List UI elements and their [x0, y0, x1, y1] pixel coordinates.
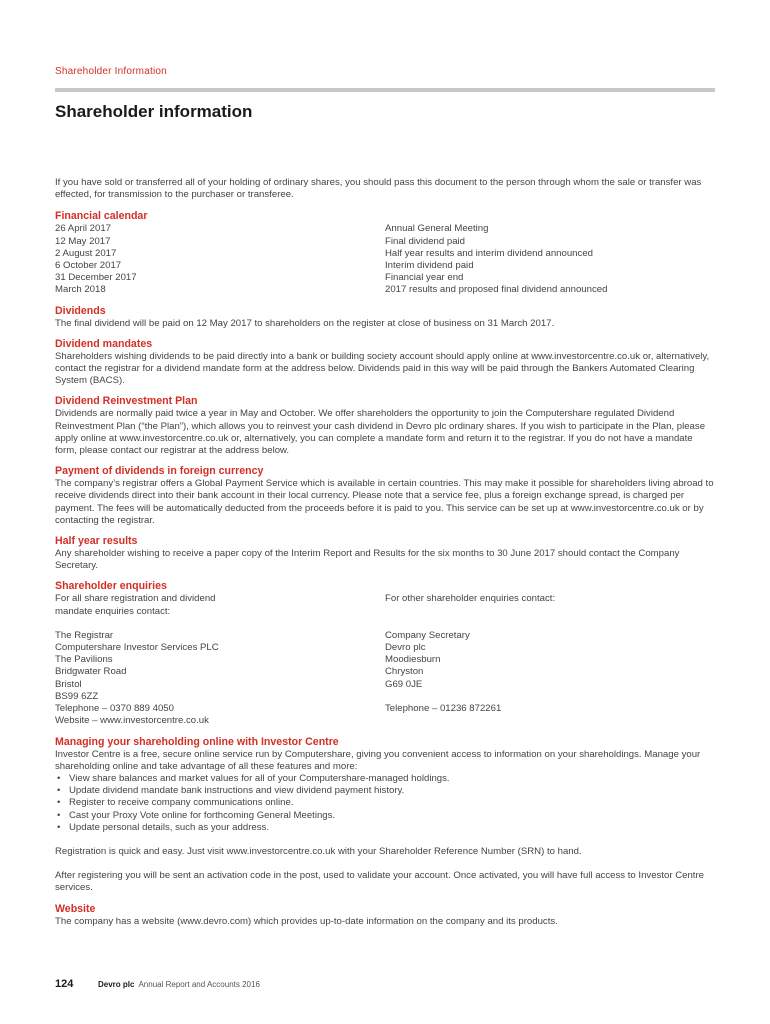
calendar-event: Annual General Meeting	[385, 223, 489, 235]
registrar-intro-line: mandate enquiries contact:	[55, 605, 171, 617]
header-rule	[55, 88, 715, 92]
company-address-line: Devro plc	[385, 642, 426, 654]
registrar-address-line: BS99 6ZZ	[55, 690, 99, 702]
calendar-date: 26 April 2017	[55, 223, 112, 235]
registrar-address-line: Bristol	[55, 678, 82, 690]
calendar-row	[55, 284, 717, 296]
registrar-address-line: The Registrar	[55, 629, 114, 641]
calendar-date: 2 August 2017	[55, 247, 117, 259]
registration-paragraph: Registration is quick and easy. Just visit www.investorcentre.co.uk with your Shareholder Reference Number (SRN) to hand.	[55, 845, 582, 857]
running-header: Shareholder Information	[55, 66, 167, 77]
page-number: 124	[55, 978, 74, 990]
foreign-currency-section	[55, 465, 717, 527]
dividends-text: The final dividend will be paid on 12 May 2017 to shareholders on the register at close of business on 31 March 2017.	[55, 317, 555, 329]
activation-paragraph: After registering you will be sent an activation code in the post, used to validate your account. Once activated, you will have full access to Investor Centre services.	[55, 870, 704, 894]
registrar-address-line: Computershare Investor Services PLC	[55, 642, 219, 654]
financial-calendar-heading: Financial calendar	[55, 210, 148, 223]
calendar-event: 2017 results and proposed final dividend announced	[385, 284, 608, 296]
company-address-line: Company Secretary	[385, 629, 470, 641]
page-title: Shareholder information	[55, 102, 253, 121]
company-secretary-intro: For other shareholder enquiries contact:	[385, 593, 556, 605]
registrar-intro-line: For all share registration and dividend	[55, 593, 216, 605]
half-year-text: Any shareholder wishing to receive a paper copy of the Interim Report and Results for the six months to 30 June 2017 should contact the Company Secretary.	[55, 548, 680, 572]
website-text: The company has a website (www.devro.com) which provides up-to-date information on the company and its products.	[55, 915, 558, 927]
registrar-column	[55, 593, 385, 727]
list-item: • View share balances and market values for all of your Computershare-managed holdings.	[55, 773, 717, 785]
drip-section	[55, 395, 717, 457]
enquiries-columns	[55, 593, 717, 727]
investor-centre-feature-list	[55, 773, 717, 834]
financial-calendar-section	[55, 210, 717, 296]
foreign-currency-heading: Payment of dividends in foreign currency	[55, 465, 264, 478]
calendar-date: March 2018	[55, 284, 106, 296]
list-item: • Cast your Proxy Vote online for forthcoming General Meetings.	[55, 810, 717, 822]
calendar-event: Half year results and interim dividend announced	[385, 247, 593, 259]
dividend-mandates-section	[55, 338, 717, 388]
half-year-section	[55, 535, 717, 572]
registrar-telephone: Telephone – 0370 889 4050	[55, 703, 174, 715]
calendar-date: 6 October 2017	[55, 260, 122, 272]
intro-paragraph: If you have sold or transferred all of your holding of ordinary shares, you should pass this document to the person through whom the sale or transfer was effected, for transmission to the purchaser or transferee.	[55, 177, 702, 201]
investor-centre-intro: Investor Centre is a free, secure online service run by Computershare, giving you convenient access to information on your shareholdings. Manage your shareholding online and take advantage of all these features and more:	[55, 748, 701, 772]
list-item: • Update personal details, such as your address.	[55, 822, 717, 834]
company-telephone: Telephone – 01236 872261	[385, 703, 502, 715]
dividend-mandates-heading: Dividend mandates	[55, 337, 153, 350]
company-address-line: Moodiesburn	[385, 654, 441, 666]
calendar-row	[55, 260, 717, 272]
calendar-date: 31 December 2017	[55, 272, 137, 284]
list-item: • Update dividend mandate bank instructions and view dividend payment history.	[55, 785, 717, 797]
calendar-event: Final dividend paid	[385, 235, 466, 247]
registrar-address-line: Bridgwater Road	[55, 666, 127, 678]
dividends-section	[55, 305, 717, 330]
calendar-row	[55, 223, 717, 235]
enquiries-heading: Shareholder enquiries	[55, 580, 167, 593]
calendar-event: Interim dividend paid	[385, 260, 474, 272]
registrar-website: Website – www.investorcentre.co.uk	[55, 715, 209, 727]
dividend-mandates-text: Shareholders wishing dividends to be paid directly into a bank or building society account should apply online at www.investorcentre.co.uk or, alternatively, contact the registrar for a dividend mandate form at the address below. Dividends paid in this way will be paid through the Bankers Automated Clearing System (BACS).	[55, 350, 710, 387]
half-year-heading: Half year results	[55, 535, 138, 548]
website-section	[55, 903, 717, 928]
footer-company: Devro plc	[98, 980, 135, 989]
page-footer	[55, 978, 260, 990]
calendar-date: 12 May 2017	[55, 235, 111, 247]
enquiries-section	[55, 580, 717, 727]
investor-centre-heading: Managing your shareholding online with Investor Centre	[55, 735, 339, 748]
calendar-event: Financial year end	[385, 272, 464, 284]
company-address-line: Chryston	[385, 666, 424, 678]
dividends-heading: Dividends	[55, 304, 106, 317]
investor-centre-section	[55, 736, 717, 895]
company-secretary-column	[385, 593, 717, 727]
company-address-line: G69 0JE	[385, 678, 423, 690]
calendar-row	[55, 248, 717, 260]
drip-heading: Dividend Reinvestment Plan	[55, 395, 198, 408]
calendar-row	[55, 236, 717, 248]
foreign-currency-text: The company’s registrar offers a Global Payment Service which is available in certain countries. This may make it possible for shareholders living abroad to receive dividends direct into their bank account in their local currency. Please note that a service fee, plus a foreign exchange spread, is charged per payment. The fees will be automatically deducted from the proceeds before it is paid to you. This service can be set up at www.investorcentre.co.uk or by contacting the registrar.	[55, 478, 714, 526]
footer-report-title: Annual Report and Accounts 2016	[138, 980, 260, 989]
drip-text: Dividends are normally paid twice a year in May and October. We offer shareholders the opportunity to join the Computershare regulated Dividend Reinvestment Plan (“the Plan”), which allows you to reinvest your cash dividend in Devro plc ordinary shares. If you wish to participate in the Plan, please apply online at www.investorcentre.co.uk or, alternatively, you can complete a mandate form and return it to the registrar. If you do not have a mandate form, please contact our registrar at the address below.	[55, 408, 706, 457]
website-heading: Website	[55, 902, 96, 915]
registrar-address-line: The Pavilions	[55, 654, 113, 666]
list-item: • Register to receive company communications online.	[55, 797, 717, 809]
calendar-row	[55, 272, 717, 284]
content	[55, 177, 717, 936]
